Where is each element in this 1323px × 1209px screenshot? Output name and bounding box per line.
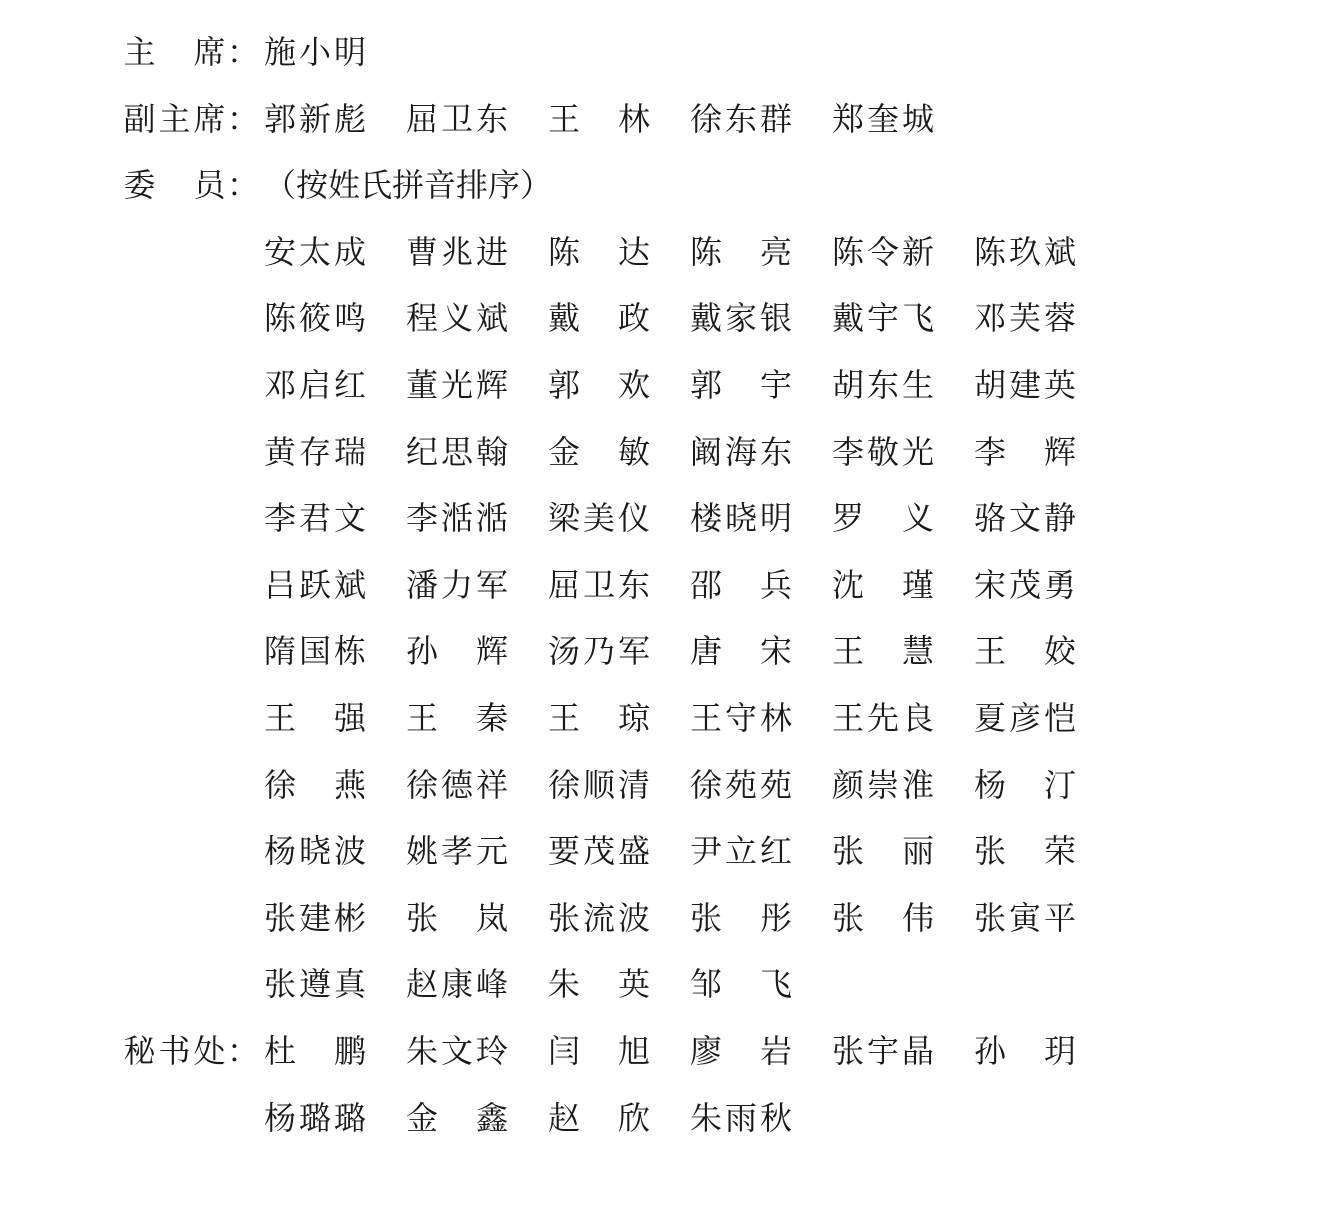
member-name: [406, 560, 516, 610]
member-name: [406, 493, 516, 543]
member-name-glyphs: 邹 飞: [690, 965, 792, 1004]
chair-row: [0, 27, 1323, 77]
member-name-glyphs: 朱 文 玲: [406, 1032, 508, 1070]
member-name-glyphs: 楼 晓 明: [690, 499, 792, 538]
member-name-glyphs: 颜 崇 淮: [832, 765, 934, 804]
label-colon: ：: [227, 33, 260, 71]
member-name-glyphs: 杨 汀: [974, 765, 1076, 804]
section-label: [122, 160, 262, 210]
member-name: [264, 959, 374, 1009]
member-name-glyphs: 陈 筱 鸣: [264, 299, 366, 338]
members-row: [0, 693, 1323, 743]
member-name-glyphs: 梁 美 仪: [548, 499, 650, 538]
member-name-glyphs: 胡 建 英: [974, 366, 1076, 404]
member-name-glyphs: 安 太 成: [264, 232, 366, 271]
member-name-glyphs: 吕 跃 斌: [264, 565, 366, 604]
member-name-glyphs: 董 光 辉: [406, 366, 508, 404]
sort-note: （按姓氏拼音排序）: [264, 166, 553, 205]
member-name: [406, 626, 516, 676]
member-name-glyphs: 陈 玖 斌: [974, 232, 1076, 271]
member-name: [974, 760, 1084, 810]
member-name: [406, 94, 516, 144]
member-name: [264, 893, 374, 943]
member-name-glyphs: 赵 欣: [548, 1098, 650, 1137]
member-name: [690, 493, 800, 543]
member-name-glyphs: 杨 晓 波: [264, 832, 366, 871]
member-name-glyphs: 王 琼: [548, 699, 650, 737]
label-char: 主: [123, 33, 156, 71]
member-name: [548, 560, 658, 610]
member-name-glyphs: 李 湉 湉: [406, 499, 508, 538]
member-name: [548, 760, 658, 810]
label-char: 秘: [123, 1032, 156, 1070]
member-name-glyphs: 邵 兵: [690, 565, 792, 604]
member-name: [974, 626, 1084, 676]
label-char: 席: [193, 99, 226, 138]
members-row: [0, 959, 1323, 1009]
member-name-glyphs: 张 建 彬: [264, 898, 366, 937]
member-name: [264, 27, 374, 77]
member-name: [406, 427, 516, 477]
member-name: [264, 493, 374, 543]
member-name-glyphs: 金 敏: [548, 432, 650, 471]
member-name: [406, 293, 516, 343]
member-name: [264, 560, 374, 610]
member-name-glyphs: 唐 宋: [690, 632, 792, 671]
member-name: [974, 293, 1084, 343]
member-name: [690, 626, 800, 676]
member-name-glyphs: 张 遵 真: [264, 965, 366, 1004]
member-name: [264, 826, 374, 876]
member-name: [690, 959, 800, 1009]
member-name-glyphs: 杨 璐 璐: [264, 1098, 366, 1137]
member-name-glyphs: 戴 宇 飞: [832, 299, 934, 338]
member-name: [548, 427, 658, 477]
member-name: [832, 693, 942, 743]
member-name: [832, 893, 942, 943]
members-row: [0, 227, 1323, 277]
member-name: [548, 94, 658, 144]
member-name-glyphs: 李 辉: [974, 432, 1076, 471]
member-name-glyphs: 朱 雨 秋: [690, 1098, 792, 1137]
members-header-row: [0, 160, 1323, 210]
member-name-glyphs: 纪 思 翰: [406, 432, 508, 471]
member-name-glyphs: 黄 存 瑞: [264, 432, 366, 471]
label-colon: ：: [227, 166, 260, 205]
member-name-glyphs: 邓 芙 蓉: [974, 299, 1076, 338]
member-name-glyphs: 张 岚: [406, 898, 508, 937]
member-name-glyphs: 隋 国 栋: [264, 632, 366, 671]
member-name-glyphs: 骆 文 静: [974, 499, 1076, 538]
member-name-glyphs: 廖 岩: [690, 1032, 792, 1070]
member-name-glyphs: 王 林: [548, 99, 650, 138]
member-name: [974, 826, 1084, 876]
member-name-glyphs: 郭 欢: [548, 366, 650, 404]
member-name-glyphs: 陈 达: [548, 232, 650, 271]
member-name: [264, 227, 374, 277]
member-name: [406, 1093, 516, 1143]
member-name: [974, 560, 1084, 610]
label-char: 处: [193, 1032, 226, 1070]
member-name-glyphs: 张 寅 平: [974, 898, 1076, 937]
member-name-glyphs: 郑 奎 城: [832, 99, 934, 138]
member-name: [832, 626, 942, 676]
member-name: [406, 1026, 516, 1076]
member-name: [548, 1093, 658, 1143]
member-name-glyphs: 胡 东 生: [832, 366, 934, 404]
member-name: [690, 1093, 800, 1143]
member-name: [974, 227, 1084, 277]
member-name: [690, 293, 800, 343]
member-name: [264, 293, 374, 343]
member-name: [832, 94, 942, 144]
member-name: [690, 1026, 800, 1076]
member-name-glyphs: 戴 家 银: [690, 299, 792, 338]
member-name-glyphs: 张 丽: [832, 832, 934, 871]
member-name-glyphs: 汤 乃 军: [548, 632, 650, 671]
label-colon: ：: [227, 1032, 260, 1070]
section-label: [122, 94, 262, 144]
member-name: [690, 94, 800, 144]
member-name: [406, 360, 516, 410]
member-name: [548, 959, 658, 1009]
member-name-glyphs: 徐 德 祥: [406, 765, 508, 804]
member-name-glyphs: 郭 新 彪: [264, 99, 366, 138]
member-name-glyphs: 徐 顺 清: [548, 765, 650, 804]
member-name: [690, 360, 800, 410]
label-colon: ：: [227, 99, 260, 138]
member-name-glyphs: 陈 亮: [690, 232, 792, 271]
member-name-glyphs: 张 伟: [832, 898, 934, 937]
member-name-glyphs: 王 先 良: [832, 699, 934, 737]
member-name: [548, 227, 658, 277]
members-row: [0, 360, 1323, 410]
member-name-glyphs: 沈 瑾: [832, 565, 934, 604]
member-name: [832, 227, 942, 277]
member-name-glyphs: 程 义 斌: [406, 299, 508, 338]
vice-chair-row: [0, 94, 1323, 144]
members-row: [0, 893, 1323, 943]
members-row: [0, 293, 1323, 343]
member-name-glyphs: 徐 苑 苑: [690, 765, 792, 804]
member-name-glyphs: 王 姣: [974, 632, 1076, 671]
member-name: [690, 760, 800, 810]
member-name-glyphs: 郭 宇: [690, 366, 792, 404]
member-name-glyphs: 要 茂 盛: [548, 832, 650, 871]
member-name: [264, 760, 374, 810]
label-char: 主: [158, 99, 191, 138]
member-name-glyphs: 孙 玥: [974, 1032, 1076, 1070]
member-name-glyphs: 王 强: [264, 699, 366, 737]
member-name: [264, 1093, 374, 1143]
member-name: [690, 693, 800, 743]
member-name-glyphs: 王 慧: [832, 632, 934, 671]
member-name-glyphs: 徐 东 群: [690, 99, 792, 138]
member-name: [548, 293, 658, 343]
member-name: [406, 893, 516, 943]
member-name-glyphs: 闫 旭: [548, 1032, 650, 1070]
member-name-glyphs: 潘 力 军: [406, 565, 508, 604]
section-label: [122, 1026, 262, 1076]
member-name-glyphs: 张 宇 晶: [832, 1032, 934, 1070]
member-name: [690, 560, 800, 610]
member-name-glyphs: 阚 海 东: [690, 432, 792, 471]
member-name-glyphs: 李 敬 光: [832, 432, 934, 471]
member-name: [548, 1026, 658, 1076]
member-name-glyphs: 夏 彦 恺: [974, 699, 1076, 737]
member-name-glyphs: 孙 辉: [406, 632, 508, 671]
member-name: [406, 826, 516, 876]
member-name: [690, 893, 800, 943]
member-name-glyphs: 朱 英: [548, 965, 650, 1004]
member-name: [832, 560, 942, 610]
member-name-glyphs: 张 彤: [690, 898, 792, 937]
member-name-glyphs: 李 君 文: [264, 499, 366, 538]
secretariat-row: [0, 1026, 1323, 1076]
section-label: [122, 27, 262, 77]
member-name: [690, 826, 800, 876]
member-name-glyphs: 宋 茂 勇: [974, 565, 1076, 604]
member-name: [832, 1026, 942, 1076]
member-name: [974, 360, 1084, 410]
member-name: [832, 293, 942, 343]
members-row: [0, 560, 1323, 610]
member-name: [264, 1026, 374, 1076]
member-name-glyphs: 杜 鹏: [264, 1032, 366, 1070]
member-name-glyphs: 屈 卫 东: [406, 99, 508, 138]
members-row: [0, 760, 1323, 810]
member-name: [974, 493, 1084, 543]
label-char: 员: [193, 166, 226, 205]
member-name-glyphs: 金 鑫: [406, 1098, 508, 1137]
member-name: [832, 760, 942, 810]
member-name: [548, 360, 658, 410]
member-name: [264, 626, 374, 676]
members-row: [0, 427, 1323, 477]
label-char: 委: [123, 166, 156, 205]
secretariat-row-cont: [0, 1093, 1323, 1143]
member-name: [974, 427, 1084, 477]
member-name: [264, 360, 374, 410]
members-row: [0, 626, 1323, 676]
member-name: [548, 893, 658, 943]
member-name-glyphs: 张 荣: [974, 832, 1076, 871]
member-name: [264, 693, 374, 743]
member-name: [548, 493, 658, 543]
member-name: [832, 360, 942, 410]
member-name: [548, 826, 658, 876]
member-name-glyphs: 尹 立 红: [690, 832, 792, 871]
members-row: [0, 826, 1323, 876]
member-name-glyphs: 罗 义: [832, 499, 934, 538]
member-name: [406, 959, 516, 1009]
member-name: [690, 227, 800, 277]
member-name-glyphs: 陈 令 新: [832, 232, 934, 271]
member-name-glyphs: 姚 孝 元: [406, 832, 508, 871]
member-name: [264, 427, 374, 477]
member-name: [974, 893, 1084, 943]
member-name-glyphs: 曹 兆 进: [406, 232, 508, 271]
member-name-glyphs: 徐 燕: [264, 765, 366, 804]
label-char: 席: [193, 33, 226, 71]
member-name: [974, 1026, 1084, 1076]
member-name-glyphs: 屈 卫 东: [548, 565, 650, 604]
member-name: [264, 94, 374, 144]
member-name-glyphs: 邓 启 红: [264, 366, 366, 404]
member-name: [548, 693, 658, 743]
member-name: [690, 427, 800, 477]
member-name: [832, 427, 942, 477]
member-name-glyphs: 王 秦: [406, 699, 508, 737]
member-name: [832, 493, 942, 543]
member-name: [406, 227, 516, 277]
member-name-glyphs: 戴 政: [548, 299, 650, 338]
member-name-glyphs: 施 小 明: [264, 33, 366, 71]
member-name-glyphs: 王 守 林: [690, 699, 792, 737]
member-name: [974, 693, 1084, 743]
members-row: [0, 493, 1323, 543]
label-char: 书: [158, 1032, 191, 1070]
member-name: [548, 626, 658, 676]
member-name: [832, 826, 942, 876]
member-name-glyphs: 赵 康 峰: [406, 965, 508, 1004]
member-name: [406, 693, 516, 743]
label-char: 副: [123, 99, 156, 138]
member-name: [406, 760, 516, 810]
member-name-glyphs: 张 流 波: [548, 898, 650, 937]
